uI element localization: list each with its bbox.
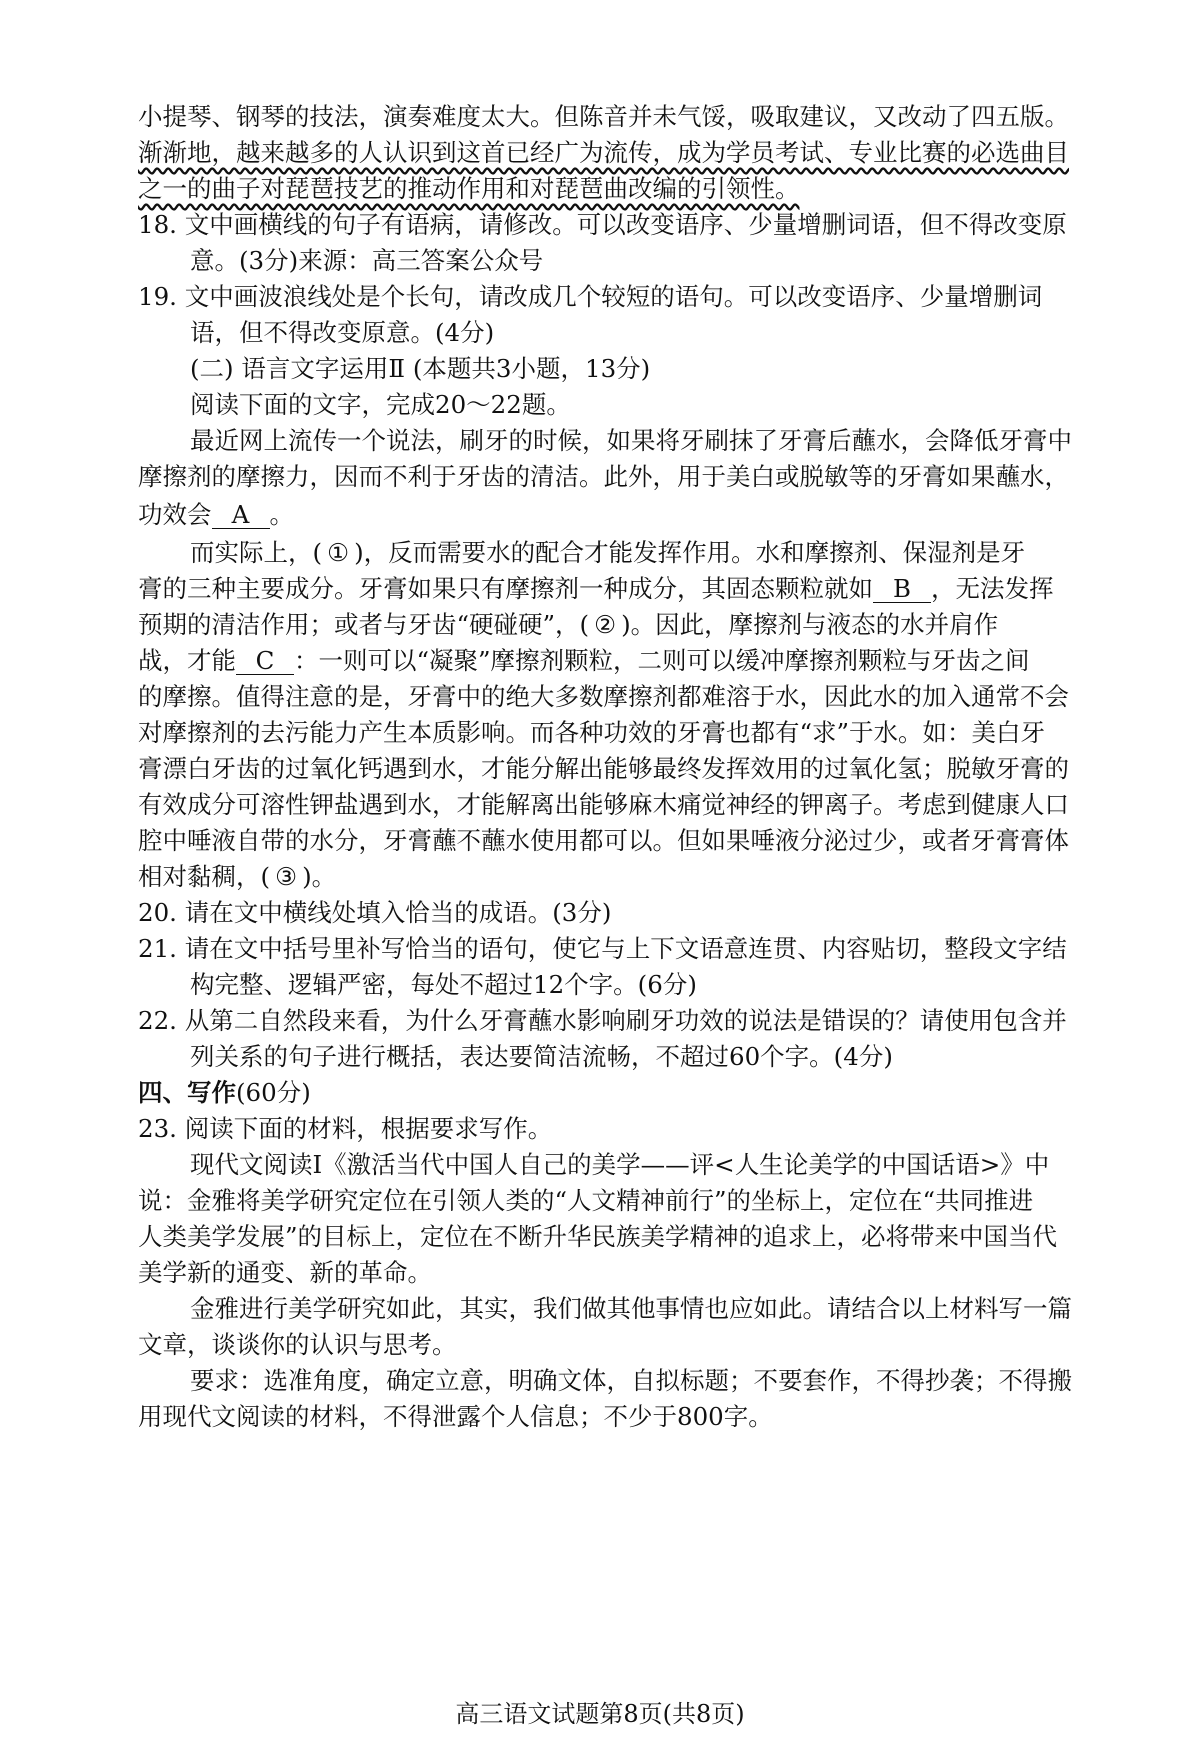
text-segment: 相对黏稠，(: [138, 862, 271, 891]
material-line: 金雅进行美学研究如此，其实，我们做其他事情也应如此。请结合以上材料写一篇: [190, 1294, 1072, 1323]
text-segment: ，无法发挥: [931, 574, 1054, 603]
passage-line: [190, 536, 1150, 570]
question-22: 22. 从第二自然段来看，为什么牙膏蘸水影响刷牙功效的说法是错误的？请使用包含并: [138, 1006, 1067, 1035]
blank-a: A: [212, 502, 270, 529]
passage-line: 膏漂白牙齿的过氧化钙遇到水，才能分解出能够最终发挥效用的过氧化氢；脱敏牙膏的: [138, 754, 1069, 783]
material-line: 人类美学发展”的目标上，定位在不断升华民族美学精神的追求上，必将带来中国当代: [138, 1222, 1058, 1251]
text-segment: 。: [269, 500, 294, 529]
page-footer: 高三语文试题第8页(共8页): [455, 1700, 745, 1728]
passage-line: [138, 498, 1098, 532]
question-19: 19. 文中画波浪线处是个长句，请改成几个较短的语句。可以改变语序、少量增删词: [138, 282, 1043, 311]
wavy-sentence-line: [138, 136, 1098, 170]
circled-number-2: ②: [594, 610, 617, 639]
passage-line: [138, 572, 1098, 606]
requirement-line: 用现代文阅读的材料，不得泄露个人信息；不少于800字。: [138, 1402, 773, 1431]
wavy-underlined-text: 渐渐地，越来越多的人认识到这首已经广为流传，成为学员考试、专业比赛的必选曲目: [138, 138, 1069, 167]
question-23: 23. 阅读下面的材料，根据要求写作。: [138, 1114, 553, 1143]
passage-line: 小提琴、钢琴的技法，演奏难度太大。但陈音并未气馁，吸取建议，又改动了四五版。: [138, 102, 1069, 131]
text-segment: 战，才能: [138, 646, 236, 675]
question-21-cont: 构完整、逻辑严密，每处不超过12个字。(6分): [190, 970, 697, 999]
passage-line: 有效成分可溶性钾盐遇到水，才能解离出能够麻木痛觉神经的钾离子。考虑到健康人口: [138, 790, 1069, 819]
text-segment: 功效会: [138, 500, 212, 529]
text-segment: )。因此，摩擦剂与液态的水并肩作: [621, 610, 999, 639]
circled-number-3: ③: [275, 862, 298, 891]
passage-line: 最近网上流传一个说法，刷牙的时候，如果将牙刷抹了牙膏后蘸水，会降低牙膏中: [190, 426, 1072, 455]
passage-line: 的摩擦。值得注意的是，牙膏中的绝大多数摩擦剂都难溶于水，因此水的加入通常不会: [138, 682, 1069, 711]
material-line: 现代文阅读Ⅰ《激活当代中国人自己的美学——评<人生论美学的中国话语>》中: [190, 1150, 1050, 1179]
question-18-cont: 意。(3分)来源：高三答案公众号: [190, 246, 544, 275]
passage-line: [138, 608, 1098, 642]
text-segment: )，反而需要水的配合才能发挥作用。水和摩擦剂、保湿剂是牙: [354, 538, 1026, 567]
text-segment: 预期的清洁作用；或者与牙齿“硬碰硬”，(: [138, 610, 590, 639]
text-segment: ：一则可以“凝聚”摩擦剂颗粒，二则可以缓冲摩擦剂颗粒与牙齿之间: [294, 646, 1030, 675]
passage-line: 对摩擦剂的去污能力产生本质影响。而各种功效的牙膏也都有“求”于水。如：美白牙: [138, 718, 1046, 747]
requirement-line: 要求：选准角度，确定立意，明确文体，自拟标题；不要套作，不得抄袭；不得搬: [190, 1366, 1072, 1395]
passage-line: [138, 644, 1098, 678]
material-line: 文章，谈谈你的认识与思考。: [138, 1330, 457, 1359]
circled-number-1: ①: [327, 538, 350, 567]
section-title: 四、写作: [138, 1078, 236, 1107]
blank-b: B: [873, 576, 931, 603]
material-line: 美学新的通变、新的革命。: [138, 1258, 432, 1287]
passage-line: [138, 860, 1098, 894]
wavy-sentence-line: [138, 172, 1098, 206]
blank-c: C: [236, 648, 294, 675]
question-22-cont: 列关系的句子进行概括，表达要简洁流畅，不超过60个字。(4分): [190, 1042, 893, 1071]
passage-line: 腔中唾液自带的水分，牙膏蘸不蘸水使用都可以。但如果唾液分泌过少，或者牙膏膏体: [138, 826, 1069, 855]
material-line: 说：金雅将美学研究定位在引领人类的“人文精神前行”的坐标上，定位在“共同推进: [138, 1186, 1034, 1215]
question-18: 18. 文中画横线的句子有语病，请修改。可以改变语序、少量增删词语，但不得改变原: [138, 210, 1067, 239]
text-segment: 膏的三种主要成分。牙膏如果只有摩擦剂一种成分，其固态颗粒就如: [138, 574, 873, 603]
text-segment: 而实际上，(: [190, 538, 323, 567]
section-heading: (二) 语言文字运用Ⅱ (本题共3小题，13分): [190, 354, 651, 383]
section-instruction: 阅读下面的文字，完成20～22题。: [190, 390, 571, 419]
question-19-cont: 语，但不得改变原意。(4分): [190, 318, 495, 347]
section-heading: [138, 1076, 1098, 1110]
question-20: 20. 请在文中横线处填入恰当的成语。(3分): [138, 898, 612, 927]
text-segment: )。: [302, 862, 337, 891]
passage-line: 摩擦剂的摩擦力，因而不利于牙齿的清洁。此外，用于美白或脱敏等的牙膏如果蘸水，: [138, 462, 1069, 491]
section-score: (60分): [236, 1078, 311, 1107]
question-21: 21. 请在文中括号里补写恰当的语句，使它与上下文语意连贯、内容贴切，整段文字结: [138, 934, 1067, 963]
wavy-underlined-text: 之一的曲子对琵琶技艺的推动作用和对琵琶曲改编的引领性。: [138, 174, 800, 203]
